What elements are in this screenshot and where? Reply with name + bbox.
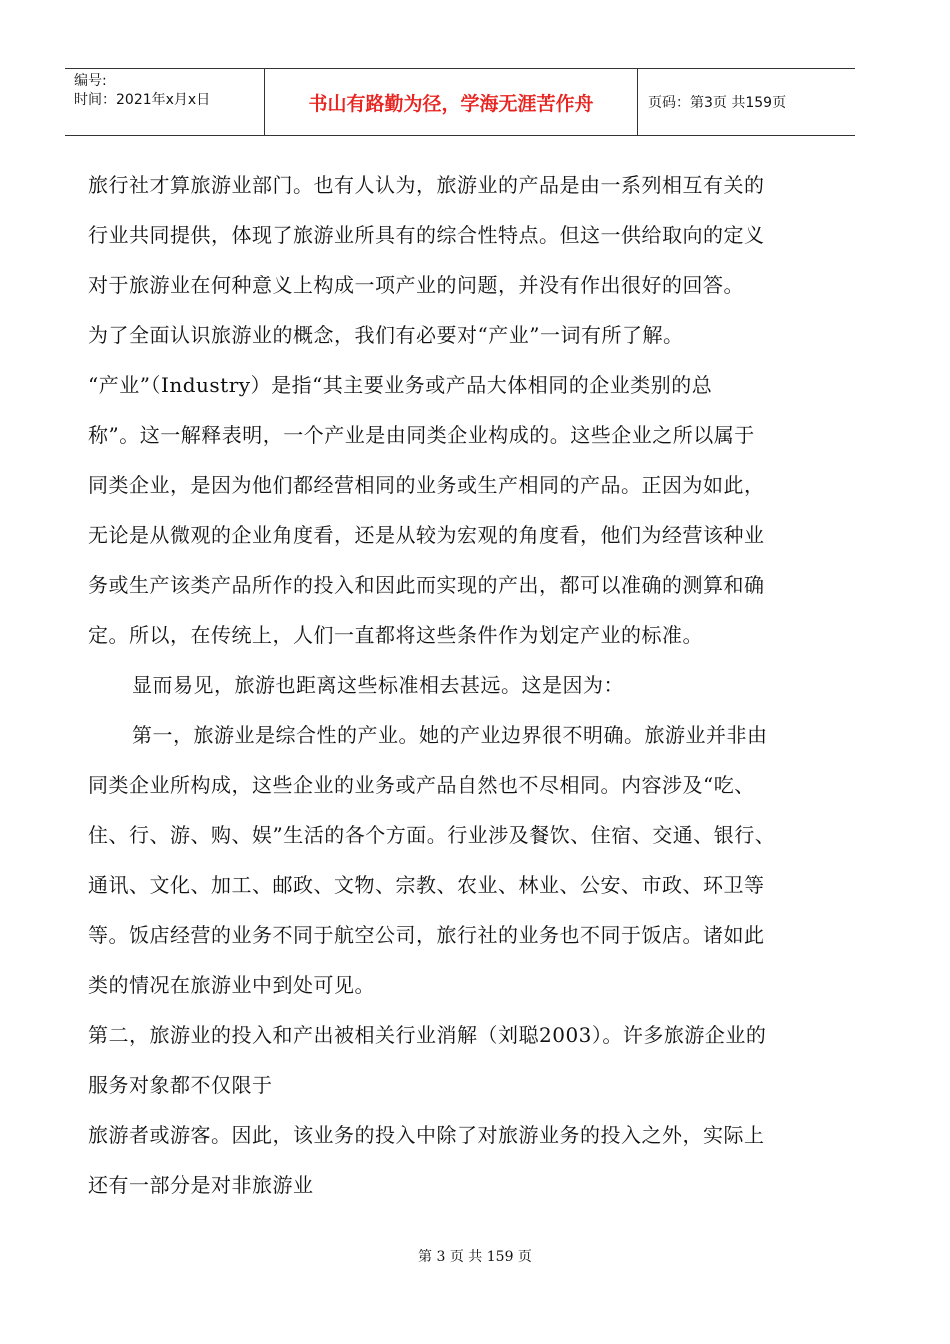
- text-line: 类的情况在旅游业中到处可见。: [88, 973, 375, 997]
- header-meta: [65, 69, 265, 135]
- text-line: 同类企业，是因为他们都经营相同的业务或生产相同的产品。正因为如此，: [88, 473, 765, 497]
- header-motto: 书山有路勤为径，学海无涯苦作舟: [265, 69, 638, 135]
- text-line: 务或生产该类产品所作的投入和因此而实现的产出，都可以准确的测算和确: [88, 573, 765, 597]
- text-line: 还有一部分是对非旅游业: [88, 1173, 314, 1197]
- text-line: 同类企业所构成，这些企业的业务或产品自然也不尽相同。内容涉及“吃、: [88, 773, 755, 797]
- text-line: 旅游者或游客。因此，该业务的投入中除了对旅游业务的投入之外，实际上: [88, 1123, 765, 1147]
- page-footer: [0, 1246, 800, 1266]
- text-line: 对于旅游业在何种意义上构成一项产业的问题，并没有作出很好的回答。: [88, 273, 744, 297]
- text-line: 行业共同提供，体现了旅游业所具有的综合性特点。但这一供给取向的定义: [88, 223, 765, 247]
- text-line: 第一，旅游业是综合性的产业。她的产业边界很不明确。旅游业并非由: [132, 723, 768, 747]
- text-line: 旅行社才算旅游业部门。也有人认为，旅游业的产品是由一系列相互有关的: [88, 173, 765, 197]
- text-line: 通讯、文化、加工、邮政、文物、宗教、农业、林业、公安、市政、环卫等: [88, 873, 765, 897]
- text-line: 显而易见，旅游也距离这些标准相去甚远。这是因为：: [132, 673, 624, 697]
- footer-page-number: 第 3 页 共 159 页: [418, 1249, 532, 1265]
- page-header: [65, 68, 855, 136]
- document-time-label: 时间：2021年x月x日: [74, 92, 211, 108]
- text-line: 为了全面认识旅游业的概念，我们有必要对“产业”一词有所了解。: [88, 323, 684, 347]
- text-line: 称”。这一解释表明，一个产业是由同类企业构成的。这些企业之所以属于: [88, 423, 755, 447]
- header-page-info: 页码：第3页 共159页: [648, 95, 787, 111]
- text-line: 定。所以，在传统上，人们一直都将这些条件作为划定产业的标准。: [88, 623, 703, 647]
- document-body: [88, 160, 848, 1210]
- text-line: 服务对象都不仅限于: [88, 1073, 273, 1097]
- text-line: 等。饭店经营的业务不同于航空公司，旅行社的业务也不同于饭店。诸如此: [88, 923, 765, 947]
- document-number-label: 编号:: [74, 73, 107, 89]
- text-line: 住、行、游、购、娱”生活的各个方面。行业涉及餐饮、住宿、交通、银行、: [88, 823, 776, 847]
- text-line: “产业”（Industry）是指“其主要业务或产品大体相同的企业类别的总: [88, 373, 713, 397]
- text-line: 第二，旅游业的投入和产出被相关行业消解（刘聪2003）。许多旅游企业的: [88, 1023, 767, 1047]
- text-line: 无论是从微观的企业角度看，还是从较为宏观的角度看，他们为经营该种业: [88, 523, 765, 547]
